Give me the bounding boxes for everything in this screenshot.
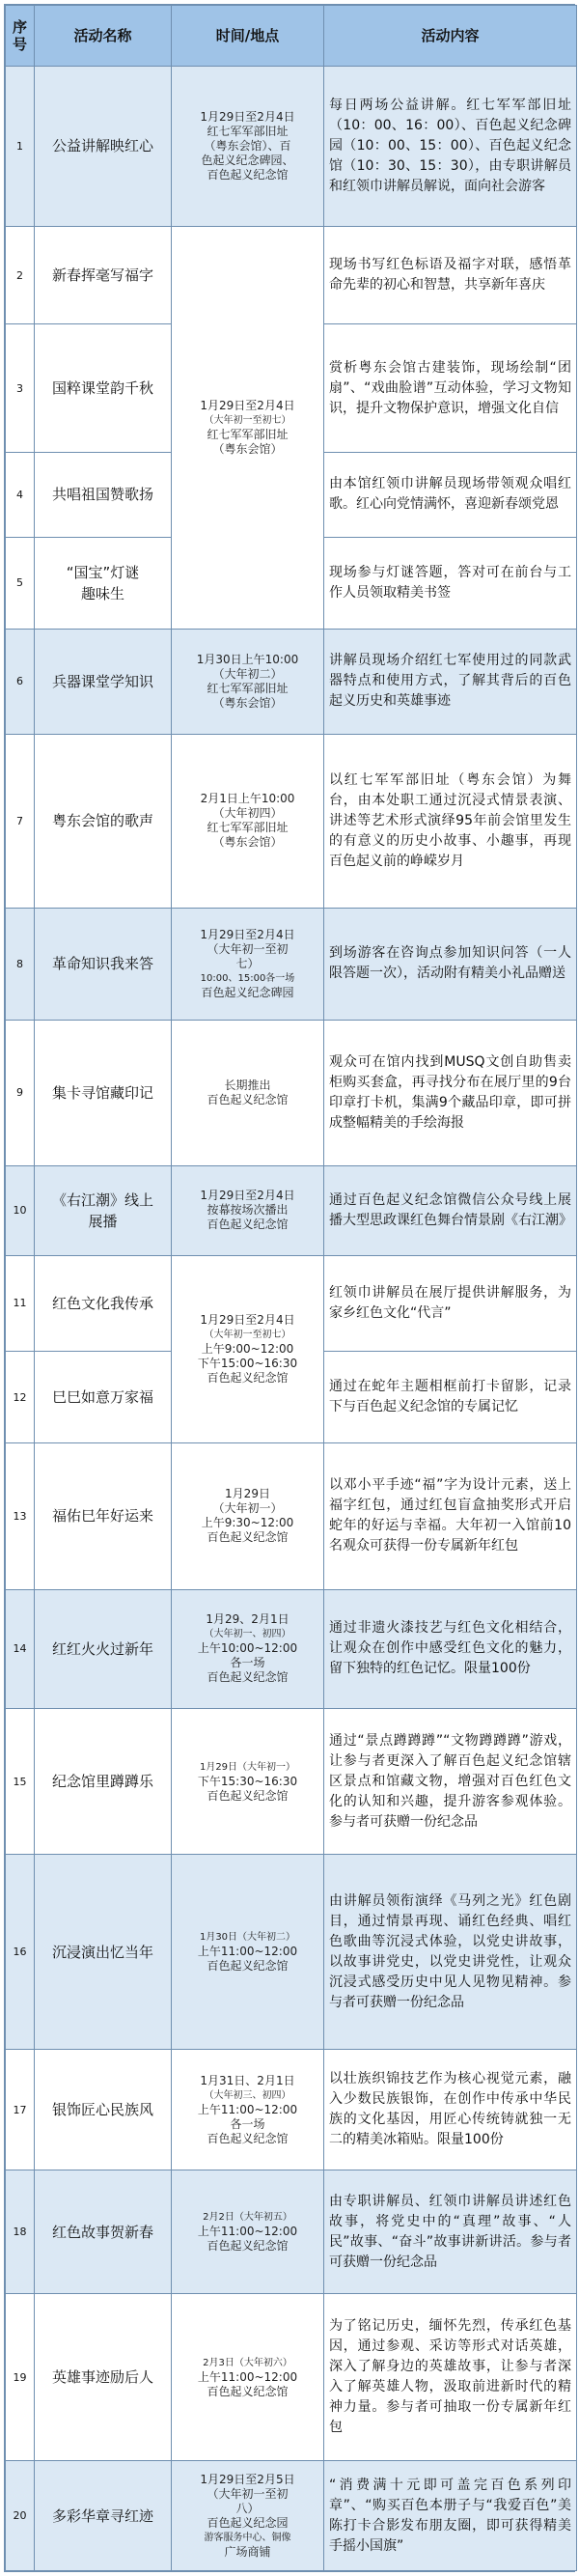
table-row: [6, 1708, 577, 1855]
activity-name: 多彩华章寻红迹: [35, 2461, 172, 2571]
activity-content: 赏析粤东会馆古建装饰，现场绘制“团扇”、“戏曲脸谱”互动体验，学习文物知识，提升文物保护意识，增强文化自信: [324, 324, 577, 453]
row-number: 9: [6, 1020, 35, 1166]
row-number: 18: [6, 2170, 35, 2294]
row-number: 15: [6, 1708, 35, 1855]
table-row: [6, 908, 577, 1020]
row-number: 12: [6, 1352, 35, 1443]
header-time: 时间/地点: [172, 6, 324, 67]
time-location: 1月29日至2月4日 按幕按场次播出 百色起义纪念馆: [172, 1166, 324, 1255]
activity-name: 红红火火过新年: [35, 1589, 172, 1708]
activity-content: 红领巾讲解员在展厅提供讲解服务，为家乡红色文化“代言”: [324, 1255, 577, 1352]
activity-content: 由专职讲解员、红领巾讲解员讲述红色故事，将党史中的“真理”故事、“人民”故事、“奋斗”故事讲新讲活。参与者可获赠一份纪念品: [324, 2170, 577, 2294]
time-location: 2月3日（大年初六） 上午11:00~12:00 百色起义纪念馆: [172, 2294, 324, 2461]
activity-content: 以红七军军部旧址（粤东会馆）为舞台，由本处职工通过沉浸式情景表演、讲述等艺术形式演绎95年前会馆里发生的有意义的历史小故事、小趣事，再现百色起义前的峥嵘岁月: [324, 734, 577, 908]
activity-name: 兵器课堂学知识: [35, 629, 172, 734]
row-number: 6: [6, 629, 35, 734]
table-row: [6, 1166, 577, 1255]
activity-content: 通过“景点蹲蹲蹲”“文物蹲蹲蹲”游戏，让参与者更深入了解百色起义纪念馆辖区景点和馆藏文物，增强对百色红色文化的认知和兴趣，提升游客参观体验。参与者可获赠一份纪念品: [324, 1708, 577, 1855]
row-number: 3: [6, 324, 35, 453]
activity-name: 银饰匠心民族风: [35, 2049, 172, 2170]
table-row: [6, 2170, 577, 2294]
activity-table: [5, 5, 577, 2571]
table-row: [6, 629, 577, 734]
activity-content: “消费满十元即可盖完百色系列印章”、“购买百色本册子与“我爱百色”美陈打卡合影发布朋友圈，即可获得精美手摇小国旗”: [324, 2461, 577, 2571]
activity-name: 纪念馆里蹲蹲乐: [35, 1708, 172, 1855]
activity-content: 现场参与灯谜答题，答对可在前台与工作人员领取精美书签: [324, 537, 577, 629]
time-location: 1月29日至2月4日 （大年初一至初七） 上午9:00~12:00 下午15:00~16:30 百色起义纪念馆: [172, 1255, 324, 1442]
table-header-row: [6, 6, 577, 67]
activity-name: 《右江潮》线上 展播: [35, 1166, 172, 1255]
row-number: 5: [6, 537, 35, 629]
activity-name: 公益讲解映红心: [35, 66, 172, 226]
time-location: 1月29日至2月4日 红七军军部旧址 （粤东会馆）、百 色起义纪念碑园、 百色起义纪念馆: [172, 66, 324, 226]
header-name: 活动名称: [35, 6, 172, 67]
activity-name: 英雄事迹励后人: [35, 2294, 172, 2461]
activity-content: 为了铭记历史，缅怀先烈，传承红色基因，通过参观、采访等形式对话英雄，深入了解身边的英雄故事，让参与者深入了解英雄人物，汲取前进新时代的精神力量。参与者可抽取一份专属新年红包: [324, 2294, 577, 2461]
activity-name: 巳巳如意万家福: [35, 1352, 172, 1443]
table-row: [6, 734, 577, 908]
activity-content: 通过在蛇年主题相框前打卡留影，记录下与百色起义纪念馆的专属记忆: [324, 1352, 577, 1443]
row-number: 20: [6, 2461, 35, 2571]
activity-content: 通过百色起义纪念馆微信公众号线上展播大型思政课红色舞台情景剧《右江潮》: [324, 1166, 577, 1255]
time-location: 1月30日上午10:00 （大年初二） 红七军军部旧址 （粤东会馆）: [172, 629, 324, 734]
table-row: [6, 2461, 577, 2571]
time-location: 1月29日（大年初一） 下午15:30~16:30 百色起义纪念馆: [172, 1708, 324, 1855]
row-number: 4: [6, 453, 35, 538]
activity-content: 以邓小平手迹“福”字为设计元素，送上福字红包，通过红包盲盒抽奖形式开启蛇年的好运与幸福。大年初一入馆前10名观众可获得一份专属新年红包: [324, 1442, 577, 1589]
time-location: 1月29日至2月4日 （大年初一至初七） 红七军军部旧址 （粤东会馆）: [172, 226, 324, 629]
row-number: 13: [6, 1442, 35, 1589]
table-row: [6, 1442, 577, 1589]
activity-name: 粤东会馆的歌声: [35, 734, 172, 908]
activity-name: 集卡寻馆藏印记: [35, 1020, 172, 1166]
activity-name: 共唱祖国赞歌扬: [35, 453, 172, 538]
header-content: 活动内容: [324, 6, 577, 67]
table-row: [6, 2294, 577, 2461]
row-number: 10: [6, 1166, 35, 1255]
row-number: 11: [6, 1255, 35, 1352]
activity-content: 观众可在馆内找到MUSQ文创自助售卖柜购买套盒，再寻找分布在展厅里的9台印章打卡机，集满9个藏品印章，即可拼成整幅精美的手绘海报: [324, 1020, 577, 1166]
activity-table-frame: [4, 4, 575, 2572]
activity-content: 每日两场公益讲解。红七军军部旧址（10：00、16：00）、百色起义纪念碑园（10：00、15：00）、百色起义纪念馆（10：30、15：30），由专职讲解员和红领巾讲解员解说，面向社会游客: [324, 66, 577, 226]
time-location: 1月31日、2月1日 （大年初三、初四） 上午11:00~12:00 各一场 百色起义纪念馆: [172, 2049, 324, 2170]
time-location: 1月29日至2月5日 （大年初一至初 八） 百色起义纪念园 游客服务中心、铜像 广场商铺: [172, 2461, 324, 2571]
row-number: 14: [6, 1589, 35, 1708]
time-location: 2月1日上午10:00 （大年初四） 红七军军部旧址 （粤东会馆）: [172, 734, 324, 908]
activity-name: 新春挥毫写福字: [35, 226, 172, 324]
activity-content: 由讲解员领衔演绎《马列之光》红色剧目，通过情景再现、诵红色经典、唱红色歌曲等沉浸式体验，以党史讲故事，以故事讲党史，以党史讲党性，让观众沉浸式感受历史中见人见物见精神。参与者可获赠一份纪念品: [324, 1855, 577, 2049]
activity-content: 以壮族织锦技艺作为核心视觉元素，融入少数民族银饰，在创作中传承中华民族的文化基因，用匠心传统铸就独一无二的精美冰箱贴。限量100份: [324, 2049, 577, 2170]
time-location: 1月29日 （大年初一） 上午9:30~12:00 百色起义纪念馆: [172, 1442, 324, 1589]
activity-name: 革命知识我来答: [35, 908, 172, 1020]
time-location: 长期推出 百色起义纪念馆: [172, 1020, 324, 1166]
row-number: 17: [6, 2049, 35, 2170]
activity-name: 国粹课堂韵千秋: [35, 324, 172, 453]
activity-content: 到场游客在咨询点参加知识问答（一人限答题一次），活动附有精美小礼品赠送: [324, 908, 577, 1020]
activity-name: 红色故事贺新春: [35, 2170, 172, 2294]
row-number: 19: [6, 2294, 35, 2461]
table-row: [6, 1020, 577, 1166]
table-row: [6, 1589, 577, 1708]
time-location: 1月30日（大年初二） 上午11:00~12:00 百色起义纪念馆: [172, 1855, 324, 2049]
table-row: [6, 66, 577, 226]
row-number: 16: [6, 1855, 35, 2049]
activity-content: 现场书写红色标语及福字对联，感悟革命先辈的初心和智慧，共享新年喜庆: [324, 226, 577, 324]
row-number: 7: [6, 734, 35, 908]
table-row: [6, 226, 577, 324]
time-location: 1月29、2月1日 （大年初一、初四） 上午10:00~12:00 各一场 百色起义纪念馆: [172, 1589, 324, 1708]
table-row: [6, 2049, 577, 2170]
activity-name: 红色文化我传承: [35, 1255, 172, 1352]
row-number: 1: [6, 66, 35, 226]
activity-name: “国宝”灯谜 趣味生: [35, 537, 172, 629]
activity-name: 福佑巳年好运来: [35, 1442, 172, 1589]
activity-content: 由本馆红领巾讲解员现场带领观众唱红歌。红心向党情满怀，喜迎新春颂党恩: [324, 453, 577, 538]
activity-content: 讲解员现场介绍红七军使用过的同款武器特点和使用方式，了解其背后的百色起义历史和英雄事迹: [324, 629, 577, 734]
table-row: [6, 1855, 577, 2049]
row-number: 2: [6, 226, 35, 324]
table-row: [6, 1255, 577, 1352]
header-seq: 序 号: [6, 6, 35, 67]
time-location: 1月29日至2月4日 （大年初一至初 七） 10:00、15:00各一场 百色起义纪念碑园: [172, 908, 324, 1020]
time-location: 2月2日（大年初五） 上午11:00~12:00 百色起义纪念馆: [172, 2170, 324, 2294]
activity-name: 沉浸演出忆当年: [35, 1855, 172, 2049]
activity-content: 通过非遗火漆技艺与红色文化相结合，让观众在创作中感受红色文化的魅力，留下独特的红色记忆。限量100份: [324, 1589, 577, 1708]
row-number: 8: [6, 908, 35, 1020]
